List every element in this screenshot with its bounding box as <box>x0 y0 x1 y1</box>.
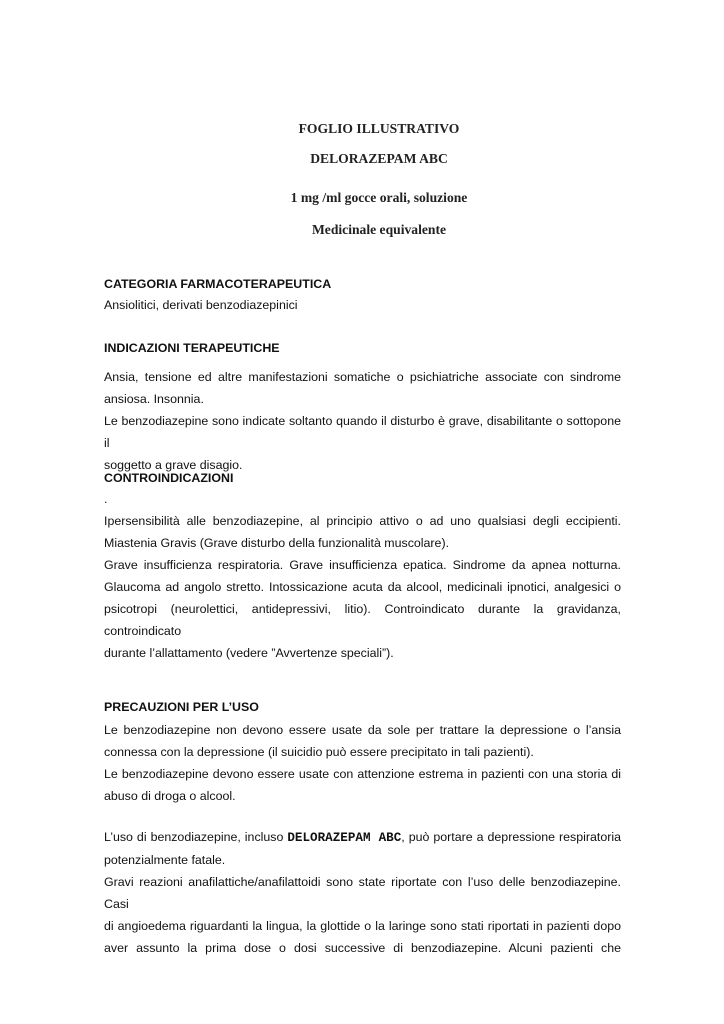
categoria-text: Ansiolitici, derivati benzodiazepinici <box>104 298 298 312</box>
precauzioni-line-drug <box>104 826 621 849</box>
indicazioni-line: Le benzodiazepine sono indicate soltanto quando il disturbo è grave, disabilitante o sottopone il <box>104 414 621 450</box>
indicazioni-line: Ansia, tensione ed altre manifestazioni somatiche o psichiatriche associate con sindrome <box>104 370 621 384</box>
precauzioni-line: di angioedema riguardanti la lingua, la glottide o la laringe sono stati riportati in pazienti dopo <box>104 919 621 933</box>
precauzioni-line: Le benzodiazepine non devono essere usate da sole per trattare la depressione o l’ansia <box>104 723 621 737</box>
categoria-heading: CATEGORIA FARMACOTERAPEUTICA <box>104 277 332 291</box>
controindicazioni-line: Glaucoma ad angolo stretto. Intossicazione acuta da alcool, medicinali ipnotici, analgesici o <box>104 580 621 594</box>
product-name: DELORAZEPAM ABC <box>310 151 448 166</box>
controindicazioni-heading: CONTROINDICAZIONI <box>104 471 234 485</box>
drug-name-inline: DELORAZEPAM ABC <box>287 831 402 845</box>
indicazioni-line: ansiosa. Insonnia. <box>104 392 204 406</box>
precauzioni-line: Gravi reazioni anafilattiche/anafilattoidi sono state riportate con l’uso delle benzodiazepine. Casi <box>104 875 621 911</box>
controindicazioni-line: durante l’allattamento (vedere ”Avvertenze speciali”). <box>104 646 394 660</box>
controindicazioni-line: Grave insufficienza respiratoria. Grave insufficienza epatica. Sindrome da apnea notturna. <box>104 558 621 572</box>
indicazioni-body <box>104 366 621 476</box>
precauzioni-line: Le benzodiazepine devono essere usate con attenzione estrema in pazienti con una storia di <box>104 767 621 781</box>
controindicazioni-line: Ipersensibilità alle benzodiazepine, al principio attivo o ad uno qualsiasi degli eccipienti. <box>104 514 621 528</box>
precauzioni-line: abuso di droga o alcool. <box>104 789 236 803</box>
precauzioni-line: connessa con la depressione (il suicidio può essere precipitato in tali pazienti). <box>104 745 534 759</box>
controindicazioni-dot: . <box>104 492 108 506</box>
precauzioni-line-post: , può portare a depressione respiratoria <box>401 830 622 844</box>
precauzioni-body <box>104 719 621 807</box>
product-type: Medicinale equivalente <box>311 222 447 237</box>
precauzioni-line: aver assunto la prima dose o dosi successive di benzodiazepine. Alcuni pazienti che <box>104 941 621 955</box>
indicazioni-heading: INDICAZIONI TERAPEUTICHE <box>104 341 280 355</box>
document-title: FOGLIO ILLUSTRATIVO <box>298 121 460 136</box>
controindicazioni-line: psicotropi (neurolettici, antidepressivi, litio). Controindicato durante la gravidanza, controindicato <box>104 602 621 638</box>
indicazioni-line: soggetto a grave disagio. <box>104 458 243 472</box>
product-formulation: 1 mg /ml gocce orali, soluzione <box>290 190 468 205</box>
controindicazioni-body <box>104 488 621 664</box>
precauzioni-line-pre: L’uso di benzodiazepine, incluso <box>104 830 288 844</box>
precauzioni-line: potenzialmente fatale. <box>104 853 226 867</box>
precauzioni-body-2 <box>104 826 621 959</box>
precauzioni-heading: PRECAUZIONI PER L’USO <box>104 700 259 714</box>
controindicazioni-line: Miastenia Gravis (Grave disturbo della funzionalità muscolare). <box>104 536 450 550</box>
